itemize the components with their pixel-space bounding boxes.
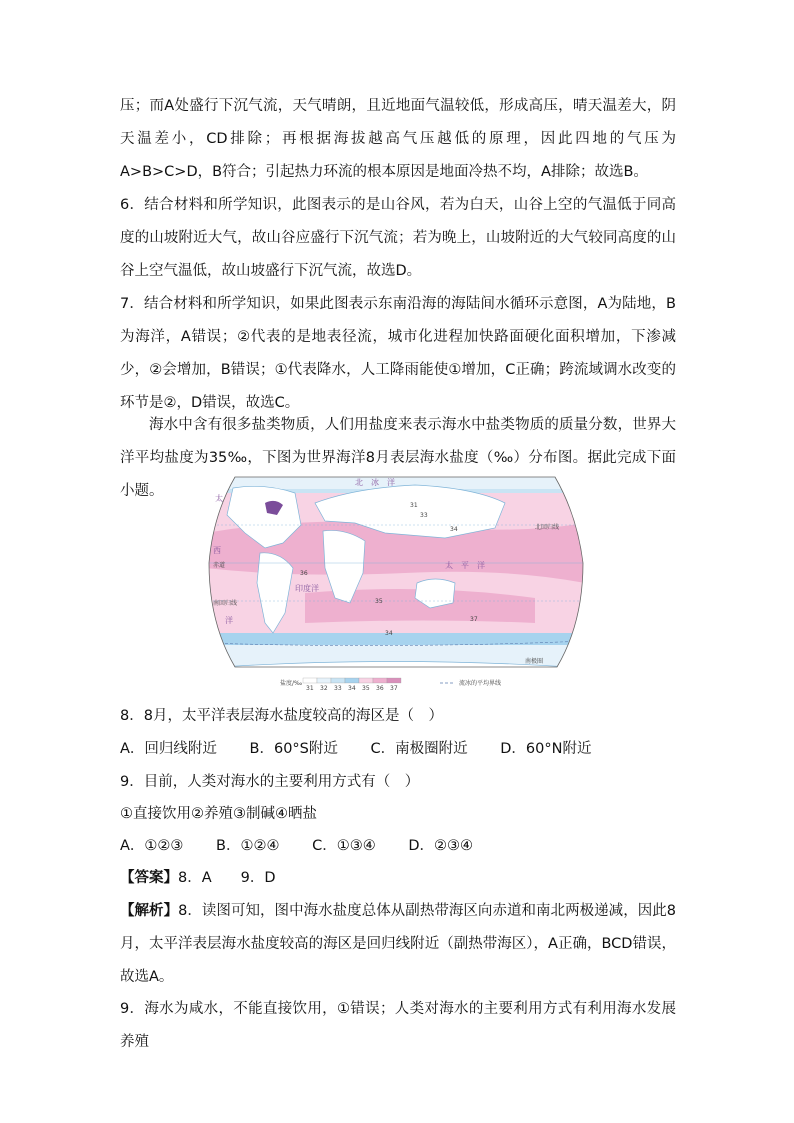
paragraph-q6-analysis: 6．结合材料和所学知识，此图表示的是山谷风，若为白天，山谷上空的气温低于同高度的山坡附近大气，故山谷应盛行下沉气流；若为晚上，山坡附近的大气较同高度的山谷上空气温低，故山坡盛行下沉气流，故选D。 bbox=[120, 197, 676, 279]
isoline-label: 35 bbox=[375, 598, 383, 605]
legend-title: 盐度/‰ bbox=[280, 680, 303, 687]
isoline-label: 33 bbox=[420, 512, 428, 519]
analysis-q8 bbox=[120, 895, 676, 994]
legend-swatch bbox=[303, 678, 317, 683]
salinity-legend bbox=[280, 678, 501, 692]
salinity-map-svg bbox=[205, 473, 585, 695]
label-pacific-ocean: 太 平 洋 bbox=[445, 561, 485, 570]
isoline-label: 34 bbox=[385, 630, 393, 637]
label-tropic-south: 南回归线 bbox=[213, 600, 238, 607]
legend-value: 37 bbox=[390, 685, 398, 692]
isoline-label: 31 bbox=[410, 502, 418, 509]
legend-swatch bbox=[359, 678, 373, 683]
legend-value: 36 bbox=[376, 685, 384, 692]
salinity-map bbox=[205, 473, 585, 695]
q9-option-c[interactable]: C．①③④ bbox=[312, 838, 376, 854]
q9-option-b[interactable]: B．①②④ bbox=[216, 838, 280, 854]
legend-value: 33 bbox=[334, 685, 342, 692]
answer-tag: 【答案】 bbox=[120, 870, 178, 886]
label-equator: 赤道 bbox=[213, 562, 226, 569]
q8-option-a[interactable]: A．回归线附近 bbox=[120, 741, 217, 757]
legend-ice-label: 流冰的平均界线 bbox=[459, 680, 502, 687]
legend-value: 31 bbox=[306, 685, 314, 692]
isoline-label: 36 bbox=[300, 570, 308, 577]
question-8-options bbox=[120, 733, 619, 766]
label-ocean-fragment: 洋 bbox=[225, 616, 233, 625]
question-8-stem: 8．8月，太平洋表层海水盐度较高的海区是（ ） bbox=[120, 708, 443, 724]
answer-text: 8．A 9．D bbox=[178, 870, 276, 886]
label-tropic-north: 北回归线 bbox=[535, 524, 560, 531]
isoline-label: 34 bbox=[450, 526, 458, 533]
legend-swatch bbox=[317, 678, 331, 683]
legend-swatch bbox=[345, 678, 359, 683]
legend-swatch bbox=[387, 678, 401, 683]
paragraph-q7-analysis: 7．结合材料和所学知识，如果此图表示东南沿海的海陆间水循环示意图，A为陆地，B为海洋，A错误；②代表的是地表径流，城市化进程加快路面硬化面积增加，下渗减少，②会增加，B错误；①代表降水，人工降雨能使①增加，C正确；跨流域调水改变的环节是②，D错误，故选C。 bbox=[120, 296, 676, 411]
question-9-items: ①直接饮用②养殖③制碱④晒盐 bbox=[120, 806, 317, 822]
q8-option-b[interactable]: B．60°S附近 bbox=[249, 741, 338, 757]
label-indian-ocean: 印度洋 bbox=[295, 584, 319, 593]
label-west-fragment: 西 bbox=[213, 546, 221, 555]
legend-value: 34 bbox=[348, 685, 356, 692]
ocean-south-low-band bbox=[205, 633, 585, 645]
isoline-label: 37 bbox=[470, 616, 478, 623]
label-atlantic-fragment: 太 bbox=[215, 494, 223, 503]
paragraph-q5-analysis: 压；而A处盛行下沉气流，天气晴朗，且近地面气温较低，形成高压，晴天温差大，阴天温差小，CD排除；再根据海拔越高气压越低的原理，因此四地的气压为A>B>C>D，B符合；引起热力环流的根本原因是地面冷热不均，A排除；故选B。 bbox=[120, 98, 676, 180]
legend-value: 32 bbox=[320, 685, 328, 692]
analysis-q9: 9．海水为咸水，不能直接饮用，①错误；人类对海水的主要利用方式有利用海水发展养殖 bbox=[120, 1001, 676, 1050]
q8-option-c[interactable]: C．南极圈附近 bbox=[370, 741, 468, 757]
analysis-q8-text: 8．读图可知，图中海水盐度总体从副热带海区向赤道和南北两极递减，因此8月，太平洋表层海水盐度较高的海区是回归线附近（副热带海区），A正确，BCD错误，故选A。 bbox=[120, 903, 677, 985]
analysis-tag: 【解析】 bbox=[120, 903, 179, 919]
question-9-options bbox=[120, 830, 501, 863]
legend-swatch bbox=[331, 678, 345, 683]
label-antarctic-circle: 南极圈 bbox=[525, 658, 544, 665]
answer-line bbox=[120, 862, 676, 895]
paragraph-intro: 海水中含有很多盐类物质，人们用盐度来表示海水中盐类物质的质量分数，世界大洋平均盐度为35‰，下图为世界海洋8月表层海水盐度（‰）分布图。据此完成下面小题。 bbox=[120, 417, 676, 499]
q8-option-d[interactable]: D．60°N附近 bbox=[500, 741, 592, 757]
question-9-stem: 9．目前，人类对海水的主要利用方式有（ ） bbox=[120, 774, 420, 790]
q9-option-d[interactable]: D．②③④ bbox=[408, 838, 473, 854]
legend-swatch bbox=[373, 678, 387, 683]
q9-option-a[interactable]: A．①②③ bbox=[120, 838, 184, 854]
legend-value: 35 bbox=[362, 685, 370, 692]
label-arctic-ocean: 北 冰 洋 bbox=[355, 478, 395, 487]
